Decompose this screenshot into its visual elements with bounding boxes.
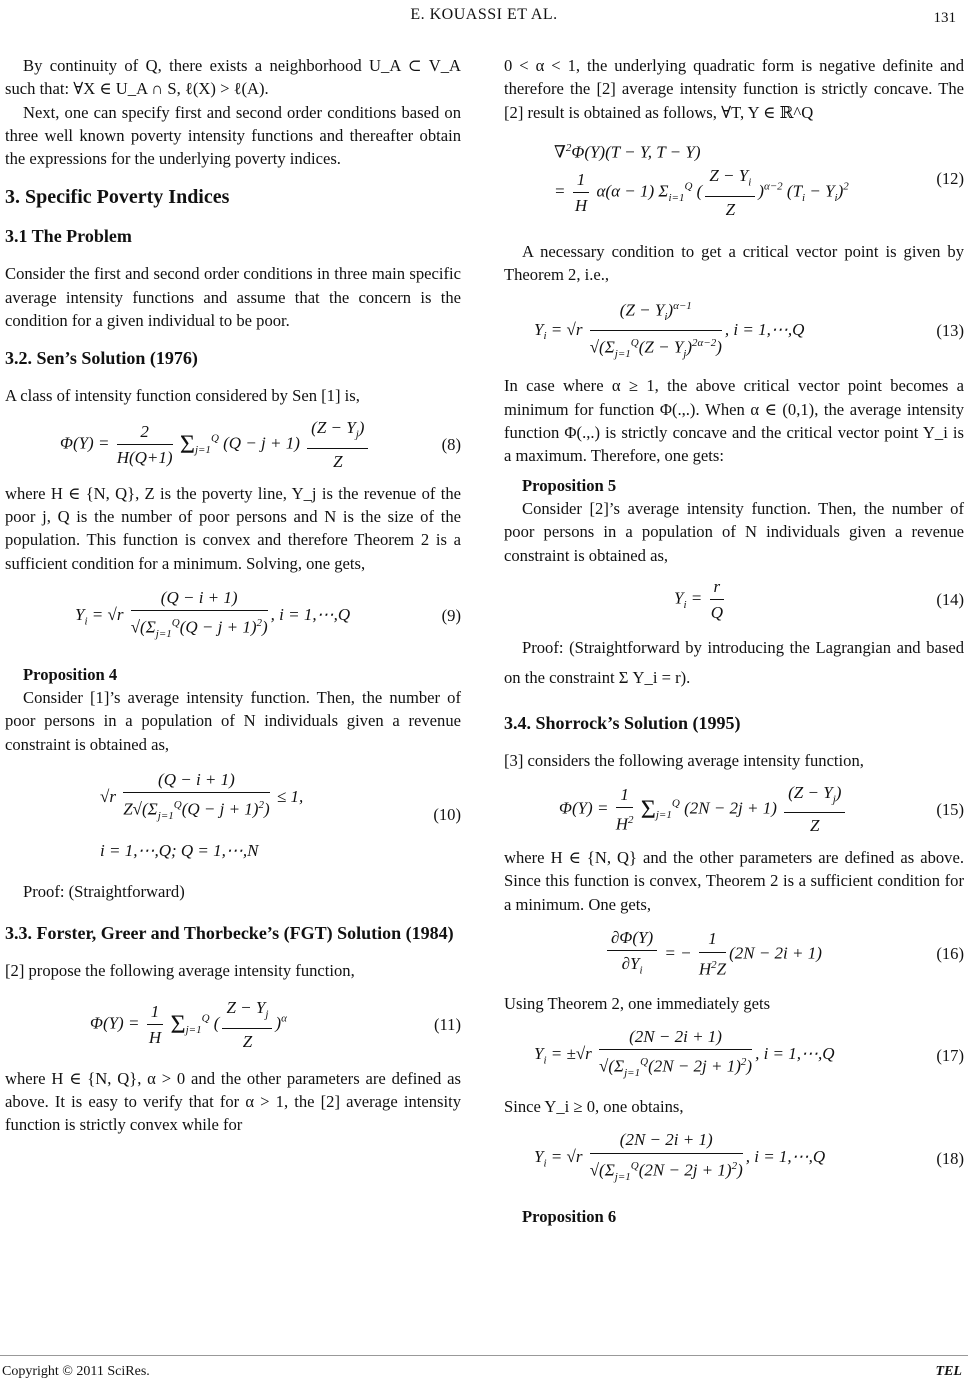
- equation-number: (10): [433, 805, 461, 825]
- paragraph: Consider [1]’s average intensity function. Then, the number of poor persons in a population of N individuals given a revenue constraint is obtained as,: [5, 688, 461, 754]
- paragraph: A necessary condition to get a critical vector point is given by Theorem 2, i.e.,: [504, 241, 964, 285]
- proposition-title: Proposition 6: [522, 1206, 617, 1226]
- equation-number: (9): [441, 606, 461, 626]
- paragraph: A class of intensity function considered by Sen [1] is,: [5, 386, 360, 406]
- proof: Proof: (Straightforward by introducing the Lagrangian and based on the constraint Σ Y_i = r).: [504, 637, 964, 687]
- left-column: [5, 54, 461, 1137]
- equation-9: $Y_i = √r$ $\frac{(Q - i + 1)}{√(\Sigma_{j=1}^Q(Q - j + 1)^2)}$ , i = 1,⋯,Q (9): [75, 587, 461, 640]
- right-column: [504, 54, 964, 1228]
- paragraph: [2] propose the following average intensity function,: [5, 961, 355, 981]
- subsection-heading: 3.3. Forster, Greer and Thorbecke’s (FGT) Solution (1984): [5, 923, 454, 944]
- equation-8: Φ(Y) = $\frac{2}{H(Q+1)}$ $\Sigma_{j=1}^Q$ (Q − j + 1) $\frac{(Z - Y_j)}{Z}$ (8): [60, 418, 461, 471]
- paragraph: Since Y_i ≥ 0, one obtains,: [504, 1097, 684, 1117]
- subsection-heading: 3.1 The Problem: [5, 226, 132, 247]
- page-number: 131: [933, 10, 956, 26]
- paragraph: where H ∈ {N, Q} and the other parameters are defined as above. Since this function is convex, Theorem 2 is a sufficient condition for a minimum. One gets,: [504, 848, 964, 914]
- paragraph: Using Theorem 2, one immediately gets: [504, 994, 771, 1014]
- equation-number: (13): [936, 320, 964, 340]
- equation-10: √r $\frac{(Q - i + 1)}{Z√(\Sigma_{j=1}^Q(Q - j + 1)^2)}$ ≤ 1, i = 1,⋯,Q; Q = 1,⋯,N (10): [100, 770, 461, 860]
- paragraph: 0 < α < 1, the underlying quadratic form is negative definite and therefore the [2] average intensity function is strictly concave. The [2] result is obtained as follows, ∀T, Y ∈ ℝ^Q: [504, 56, 964, 122]
- equation-number: (15): [936, 799, 964, 819]
- equation-number: (17): [936, 1045, 964, 1065]
- equation-12: ∇$^2$Φ(Y)(T − Y, T − Y) = $\frac{1}{H}$ α(α − 1) $\Sigma_{i=1}^Q$ ( $\frac{Z - Y_i}{Z}$ )$^{\alpha-2}$ $(T_i - Y_i)^2$ (12): [554, 141, 964, 219]
- equation-15: Φ(Y) = $\frac{1}{H^2}$ $\Sigma_{j=1}^Q$ (2N − 2j + 1) $\frac{(Z - Y_j)}{Z}$ (15): [559, 782, 964, 836]
- running-title: E. KOUASSI ET AL.: [410, 6, 558, 23]
- paragraph: Consider [2]’s average intensity function. Then, the number of poor persons in a population of N individuals given a revenue constraint is obtained as,: [504, 498, 964, 565]
- copyright-notice: Copyright © 2011 SciRes.: [2, 1364, 150, 1379]
- paragraph: In case where α ≥ 1, the above critical vector point becomes a minimum for function Φ(.,.). When α ∈ (0,1), the average intensity function Φ(.,.) is strictly concave and the critical vector point Y_i is a maximum. Therefore, one gets:: [504, 376, 964, 466]
- page-footer: [0, 1355, 968, 1380]
- proposition-title: Proposition 4: [23, 664, 118, 684]
- equation-13: $Y_i = √r$ $\frac{(Z - Y_i)^{\alpha-1}}{√(\Sigma_{j=1}^Q(Z - Y_j)^{2\alpha-2})}$ , i = 1,⋯,Q (13): [504, 286, 964, 374]
- equation-number: (12): [936, 169, 964, 189]
- equation-16: $\frac{\partial\Phi(Y)}{\partial Y_i}$ = − $\frac{1}{H^2Z}$ (2N − 2i + 1) (16): [504, 916, 964, 992]
- section-heading: 3. Specific Poverty Indices: [5, 186, 230, 209]
- paragraph: By continuity of Q, there exists a neighborhood U_A ⊂ V_A such that: ∀X ∈ U_A ∩ S, ℓ(X) > ℓ(A).: [5, 56, 461, 99]
- equation-number: (14): [936, 590, 964, 610]
- equation-11: Φ(Y) = $\frac{1}{H}$ $\Sigma_{j=1}^Q$ ( $\frac{Z - Y_j}{Z}$ )$^\alpha$ (11): [90, 998, 461, 1051]
- equation-14: $Y_i$ = $\frac{r}{Q}$ (14): [674, 577, 964, 623]
- paragraph: where H ∈ {N, Q}, α > 0 and the other parameters are defined as above. It is easy to verify that for α > 1, the [2] average intensity function is strictly convex while for: [5, 1068, 461, 1135]
- paragraph: Next, one can specify first and second order conditions based on three well known poverty intensity functions and thereafter obtain the expressions for the underlying poverty indices.: [5, 102, 461, 169]
- subsection-heading: 3.4. Shorrock’s Solution (1995): [504, 712, 741, 733]
- page-header: [0, 4, 968, 28]
- equation-17: $Y_i = \pm√r$ $\frac{(2N - 2i + 1)}{√(\Sigma_{j=1}^Q(2N - 2j + 1)^2)}$ , i = 1,⋯,Q (17): [534, 1027, 964, 1080]
- journal-name: TEL: [935, 1364, 962, 1379]
- equation-number: (16): [936, 944, 964, 964]
- equation-number: (18): [936, 1148, 964, 1168]
- paragraph: Consider the first and second order conditions in three main specific average intensity functions and assume that the concern is the condition for a given individual to be poor.: [5, 264, 461, 331]
- equation-18: $Y_i = √r$ $\frac{(2N - 2i + 1)}{√(\Sigma_{j=1}^Q(2N - 2j + 1)^2)}$ , i = 1,⋯,Q (18): [534, 1130, 964, 1183]
- proof: Proof: (Straightforward): [23, 882, 185, 902]
- paragraph: [3] considers the following average intensity function,: [504, 750, 864, 770]
- proposition-title: Proposition 5: [522, 475, 617, 495]
- equation-number: (8): [441, 435, 461, 455]
- equation-number: (11): [433, 1014, 461, 1034]
- paragraph: where H ∈ {N, Q}, Z is the poverty line, Y_j is the revenue of the poor j, Q is the number of poor persons and N is the size of the population. This function is convex and therefore Theorem 2 is a sufficient condition for a minimum. Solving, one gets,: [5, 483, 461, 573]
- subsection-heading: 3.2. Sen’s Solution (1976): [5, 348, 198, 369]
